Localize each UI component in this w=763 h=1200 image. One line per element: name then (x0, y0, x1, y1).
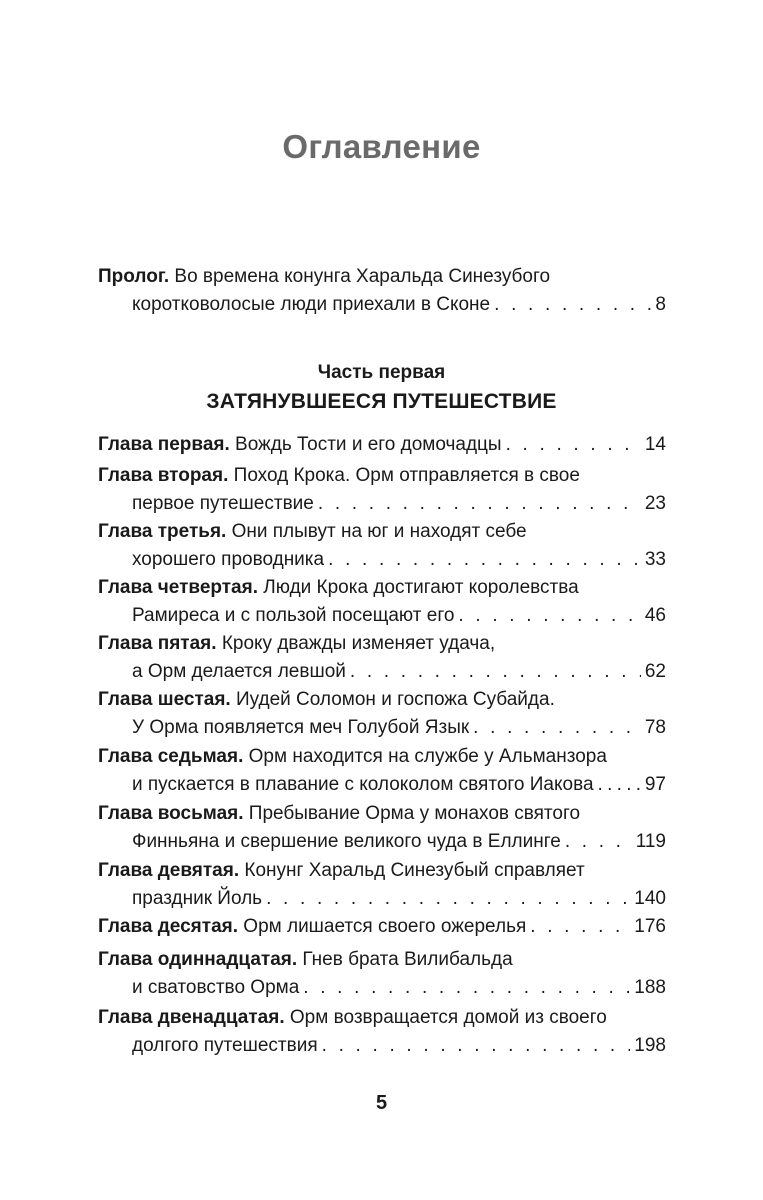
toc-entry-chapter[interactable] (98, 686, 666, 742)
toc-page-number: 62 (644, 661, 666, 682)
toc-entry-title-cont: хорошего проводника (132, 549, 325, 570)
dot-leader (598, 771, 641, 799)
toc-entry-label: Глава шестая. (98, 689, 231, 710)
toc-entry-line1 (98, 574, 666, 602)
toc-entry-line2 (98, 291, 666, 319)
toc-entry-line1 (98, 462, 666, 490)
toc-entry-label: Глава вторая. (98, 465, 229, 486)
toc-entry-chapter[interactable] (98, 1004, 666, 1060)
toc-entry-title-cont: Рамиреса и с пользой посещают его (132, 605, 455, 626)
toc-entry-title: Орм лишается своего ожерелья (243, 916, 527, 937)
toc-entry-line2 (98, 885, 666, 913)
toc-page-number: 198 (634, 1035, 666, 1056)
toc-entry-line2 (98, 714, 666, 742)
toc-entry-chapter[interactable] (98, 518, 666, 574)
toc-entry-title-cont: У Орма появляется меч Голубой Язык (132, 717, 470, 738)
dot-leader (494, 291, 651, 319)
toc-page-number: 188 (634, 977, 666, 998)
toc-entry-title: Орм возвращается домой из своего (289, 1007, 607, 1028)
toc-entry-title: Гнев брата Вилибальда (302, 949, 513, 970)
page-title: Оглавление (282, 128, 481, 165)
toc-entry-line1 (98, 263, 666, 291)
dot-leader (318, 490, 641, 518)
toc-entry-title: Люди Крока достигают королевства (263, 577, 579, 598)
dot-leader (303, 974, 630, 1002)
toc-entry-line1 (98, 686, 666, 714)
toc-entry-chapter[interactable] (98, 800, 666, 856)
toc-entry-line1 (98, 1004, 666, 1032)
page-number: 5 (375, 1092, 388, 1114)
dot-leader (530, 913, 630, 941)
dot-leader (565, 828, 632, 856)
toc-entry-label: Глава девятая. (98, 860, 240, 881)
toc-entry-label: Глава десятая. (98, 916, 239, 937)
toc-entry-chapter[interactable] (98, 462, 666, 518)
toc-entry-label: Глава восьмая. (98, 803, 244, 824)
dot-leader (322, 1032, 631, 1060)
toc-entry-chapter[interactable] (98, 913, 666, 941)
toc-entry-chapter[interactable] (98, 431, 666, 459)
toc-entry-label: Глава одиннадцатая. (98, 949, 298, 970)
toc-page-number: 119 (635, 831, 666, 852)
toc-entry-label: Пролог. (98, 266, 170, 287)
toc-entry-line2 (98, 546, 666, 574)
toc-entry-label: Глава первая. (98, 434, 230, 455)
toc-entry-chapter[interactable] (98, 743, 666, 799)
toc-page-number: 33 (644, 549, 666, 570)
toc-entry-title-cont: Финньяна и свершение великого чуда в Еллинге (132, 831, 561, 852)
part-title: ЗАТЯНУВШЕЕСЯ ПУТЕШЕСТВИЕ (206, 390, 557, 413)
toc-entry-label: Глава седьмая. (98, 746, 244, 767)
toc-entry-title: Вождь Тости и его домочадцы (235, 434, 502, 455)
toc-entry-chapter[interactable] (98, 857, 666, 913)
toc-entry-line1 (98, 913, 666, 941)
toc-entry-line1 (98, 743, 666, 771)
toc-entry-title: Кроку дважды изменяет удача, (221, 633, 496, 654)
toc-page-number: 140 (634, 888, 666, 909)
toc-entry-line2 (98, 658, 666, 686)
dot-leader (473, 714, 641, 742)
toc-entry-label: Глава двенадцатая. (98, 1007, 285, 1028)
toc-entry-title-cont: коротковолосые люди приехали в Сконе (132, 294, 491, 315)
dot-leader (458, 602, 640, 630)
toc-entry-chapter[interactable] (98, 946, 666, 1002)
toc-page-number: 78 (644, 717, 666, 738)
toc-entry-line2 (98, 828, 666, 856)
toc-entry-line2 (98, 771, 666, 799)
toc-entry-chapter[interactable] (98, 574, 666, 630)
toc-entry-label: Глава третья. (98, 521, 227, 542)
toc-entry-line2 (98, 974, 666, 1002)
dot-leader (506, 431, 641, 459)
toc-entry-label: Глава пятая. (98, 633, 217, 654)
toc-entry-chapter[interactable] (98, 630, 666, 686)
toc-entry-title-cont: и пускается в плавание с колоколом святого Иакова (132, 774, 594, 795)
toc-entry-title-cont: первое путешествие (132, 493, 314, 514)
part-number: Часть первая (317, 362, 446, 383)
toc-entry-title-cont: праздник Йоль (132, 888, 263, 909)
toc-entry-line2 (98, 490, 666, 518)
toc-entry-line1 (98, 946, 666, 974)
toc-entry-label: Глава четвертая. (98, 577, 258, 598)
toc-entry-line1 (98, 630, 666, 658)
toc-entry-title-cont: долгого путешествия (132, 1035, 318, 1056)
toc-entry-title: Иудей Соломон и госпожа Субайда. (235, 689, 555, 710)
dot-leader (350, 658, 641, 686)
toc-entry-title: Они плывут на юг и находят себе (231, 521, 527, 542)
toc-entry-line1 (98, 800, 666, 828)
toc-entry-prologue[interactable] (98, 263, 666, 319)
toc-entry-title: Во времена конунга Харальда Синезубого (174, 266, 551, 287)
dot-leader (266, 885, 630, 913)
toc-page-number: 23 (644, 493, 666, 514)
toc-entry-line1 (98, 857, 666, 885)
toc-entry-line2 (98, 602, 666, 630)
toc-entry-title-cont: и сватовство Орма (132, 977, 300, 998)
toc-entry-title: Орм находится на службе у Альманзора (248, 746, 607, 767)
toc-page-number: 46 (644, 605, 666, 626)
toc-entry-title: Поход Крока. Орм отправляется в свое (233, 465, 580, 486)
toc-entry-line1 (98, 518, 666, 546)
toc-page-number: 97 (644, 774, 666, 795)
toc-page-number: 14 (644, 434, 666, 455)
toc-entry-title: Конунг Харальд Синезубый справляет (244, 860, 585, 881)
toc-page-number: 176 (634, 916, 666, 937)
toc-entry-title: Пребывание Орма у монахов святого (248, 803, 581, 824)
toc-entry-title-cont: а Орм делается левшой (132, 661, 346, 682)
toc-entry-line2 (98, 1032, 666, 1060)
toc-entry-line1 (98, 431, 666, 459)
dot-leader (328, 546, 641, 574)
toc-page-number: 8 (655, 294, 666, 315)
